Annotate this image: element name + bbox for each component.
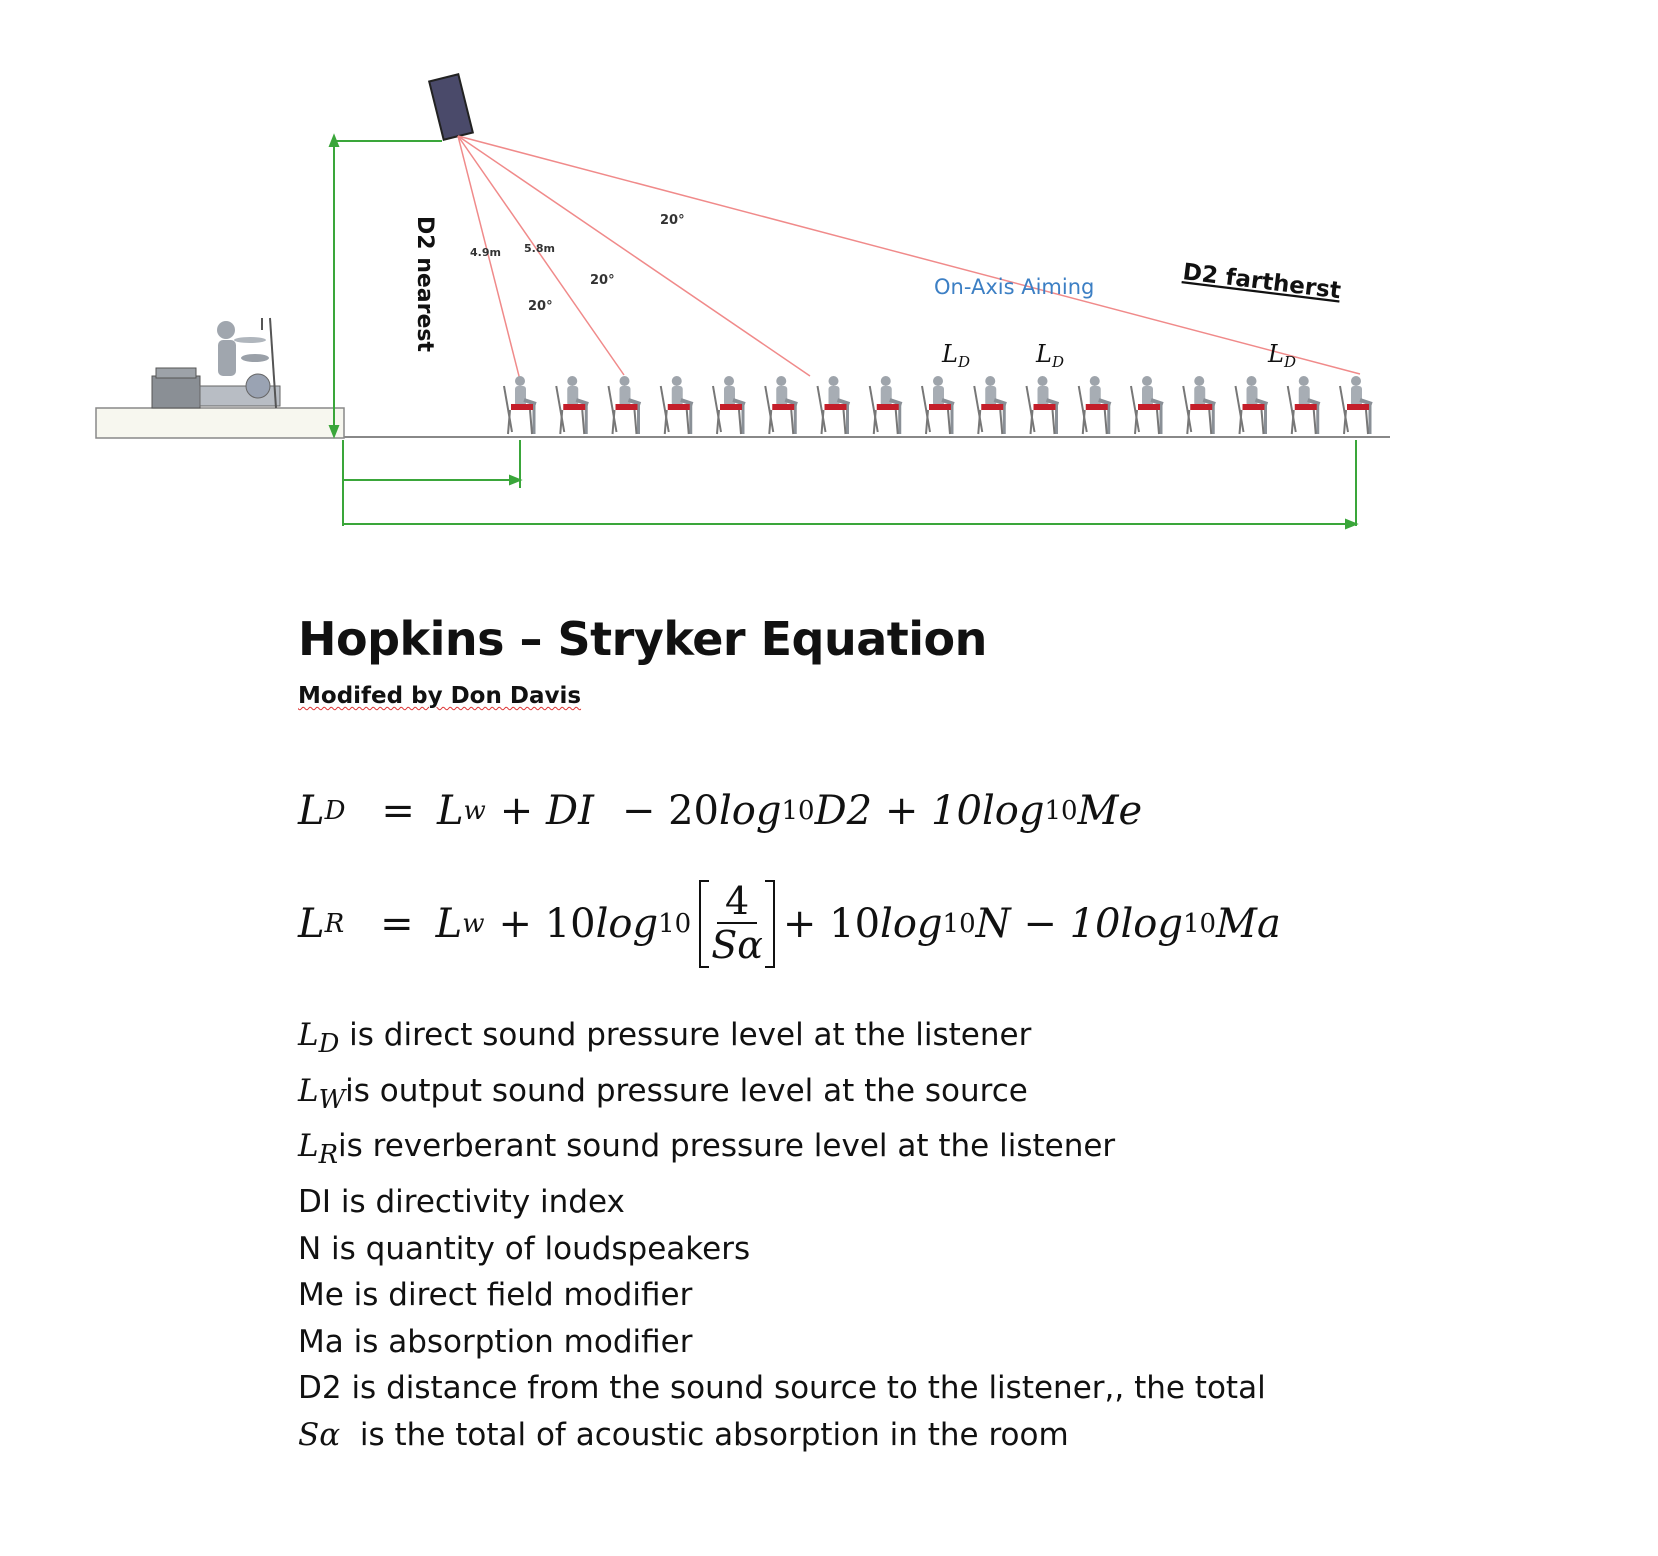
drummer-icon [152, 318, 280, 408]
page-title: Hopkins – Stryker Equation [298, 612, 987, 666]
definition-item: $L_Ris$ reverberant sound pressure level at the listener [298, 1128, 1116, 1171]
distance-label: 5.8m [524, 242, 555, 255]
d2-nearest-label: D2 nearest [412, 216, 437, 353]
audience-seat-icon [1236, 376, 1268, 434]
audience-rows [504, 376, 1372, 434]
audience-seat-icon [1183, 376, 1215, 434]
audience-seat-icon [1340, 376, 1372, 434]
d2-farthest-label: D2 fartherst [1181, 259, 1343, 305]
audience-seat-icon [556, 376, 588, 434]
ld-marker: $L_D$ [1268, 340, 1296, 371]
audience-seat-icon [713, 376, 745, 434]
angle-label: 20° [528, 299, 553, 314]
definition-item: Me is direct field modifier [298, 1277, 693, 1314]
definition-item: DI is directivity index [298, 1184, 625, 1221]
direct-level-equation: L D = L w + DI − 20 log 10 D2 + 10 log 10 Me [298, 788, 1143, 834]
loudspeaker-icon [429, 74, 473, 139]
audience-seat-icon [1027, 376, 1059, 434]
audience-seat-icon [870, 376, 902, 434]
audience-seat-icon [1288, 376, 1320, 434]
audience-seat-icon [1079, 376, 1111, 434]
coverage-rays [458, 136, 1360, 380]
reverberant-level-equation: L R = L w + 10 log 10 4 Sα + 10 log 10 N − 10 log 10 Ma [298, 879, 1281, 967]
venue-diagram [0, 0, 1658, 560]
definition-item: Sα is the total of acoustic absorption in the room [298, 1416, 1069, 1453]
definition-item: $L_D$ is direct sound pressure level at the listener [298, 1017, 1032, 1060]
audience-seat-icon [974, 376, 1006, 434]
audience-seat-icon [818, 376, 850, 434]
audience-seat-icon [609, 376, 641, 434]
angle-label: 20° [660, 213, 685, 228]
definition-item: Ma is absorption modifier [298, 1323, 693, 1360]
audience-seat-icon [922, 376, 954, 434]
distance-label: 4.9m [470, 246, 501, 259]
on-axis-label: On-Axis Aiming [934, 275, 1095, 299]
definition-item: N is quantity of loudspeakers [298, 1230, 751, 1267]
audience-seat-icon [504, 376, 536, 434]
ld-marker: $L_D$ [942, 340, 970, 371]
angle-label: 20° [590, 273, 615, 288]
audience-seat-icon [1131, 376, 1163, 434]
definition-item: $L_Wis$ output sound pressure level at the source [298, 1072, 1028, 1115]
page-subtitle: Modifed by Don Davis [298, 683, 582, 709]
audience-seat-icon [661, 376, 693, 434]
stage-platform [96, 408, 344, 438]
ld-marker: $L_D$ [1036, 340, 1064, 371]
definition-item: D2 is distance from the sound source to the listener,, the total [298, 1370, 1266, 1407]
audience-seat-icon [765, 376, 797, 434]
definitions-list [298, 1012, 1266, 1458]
fraction-bracket: 4 Sα [699, 880, 775, 968]
